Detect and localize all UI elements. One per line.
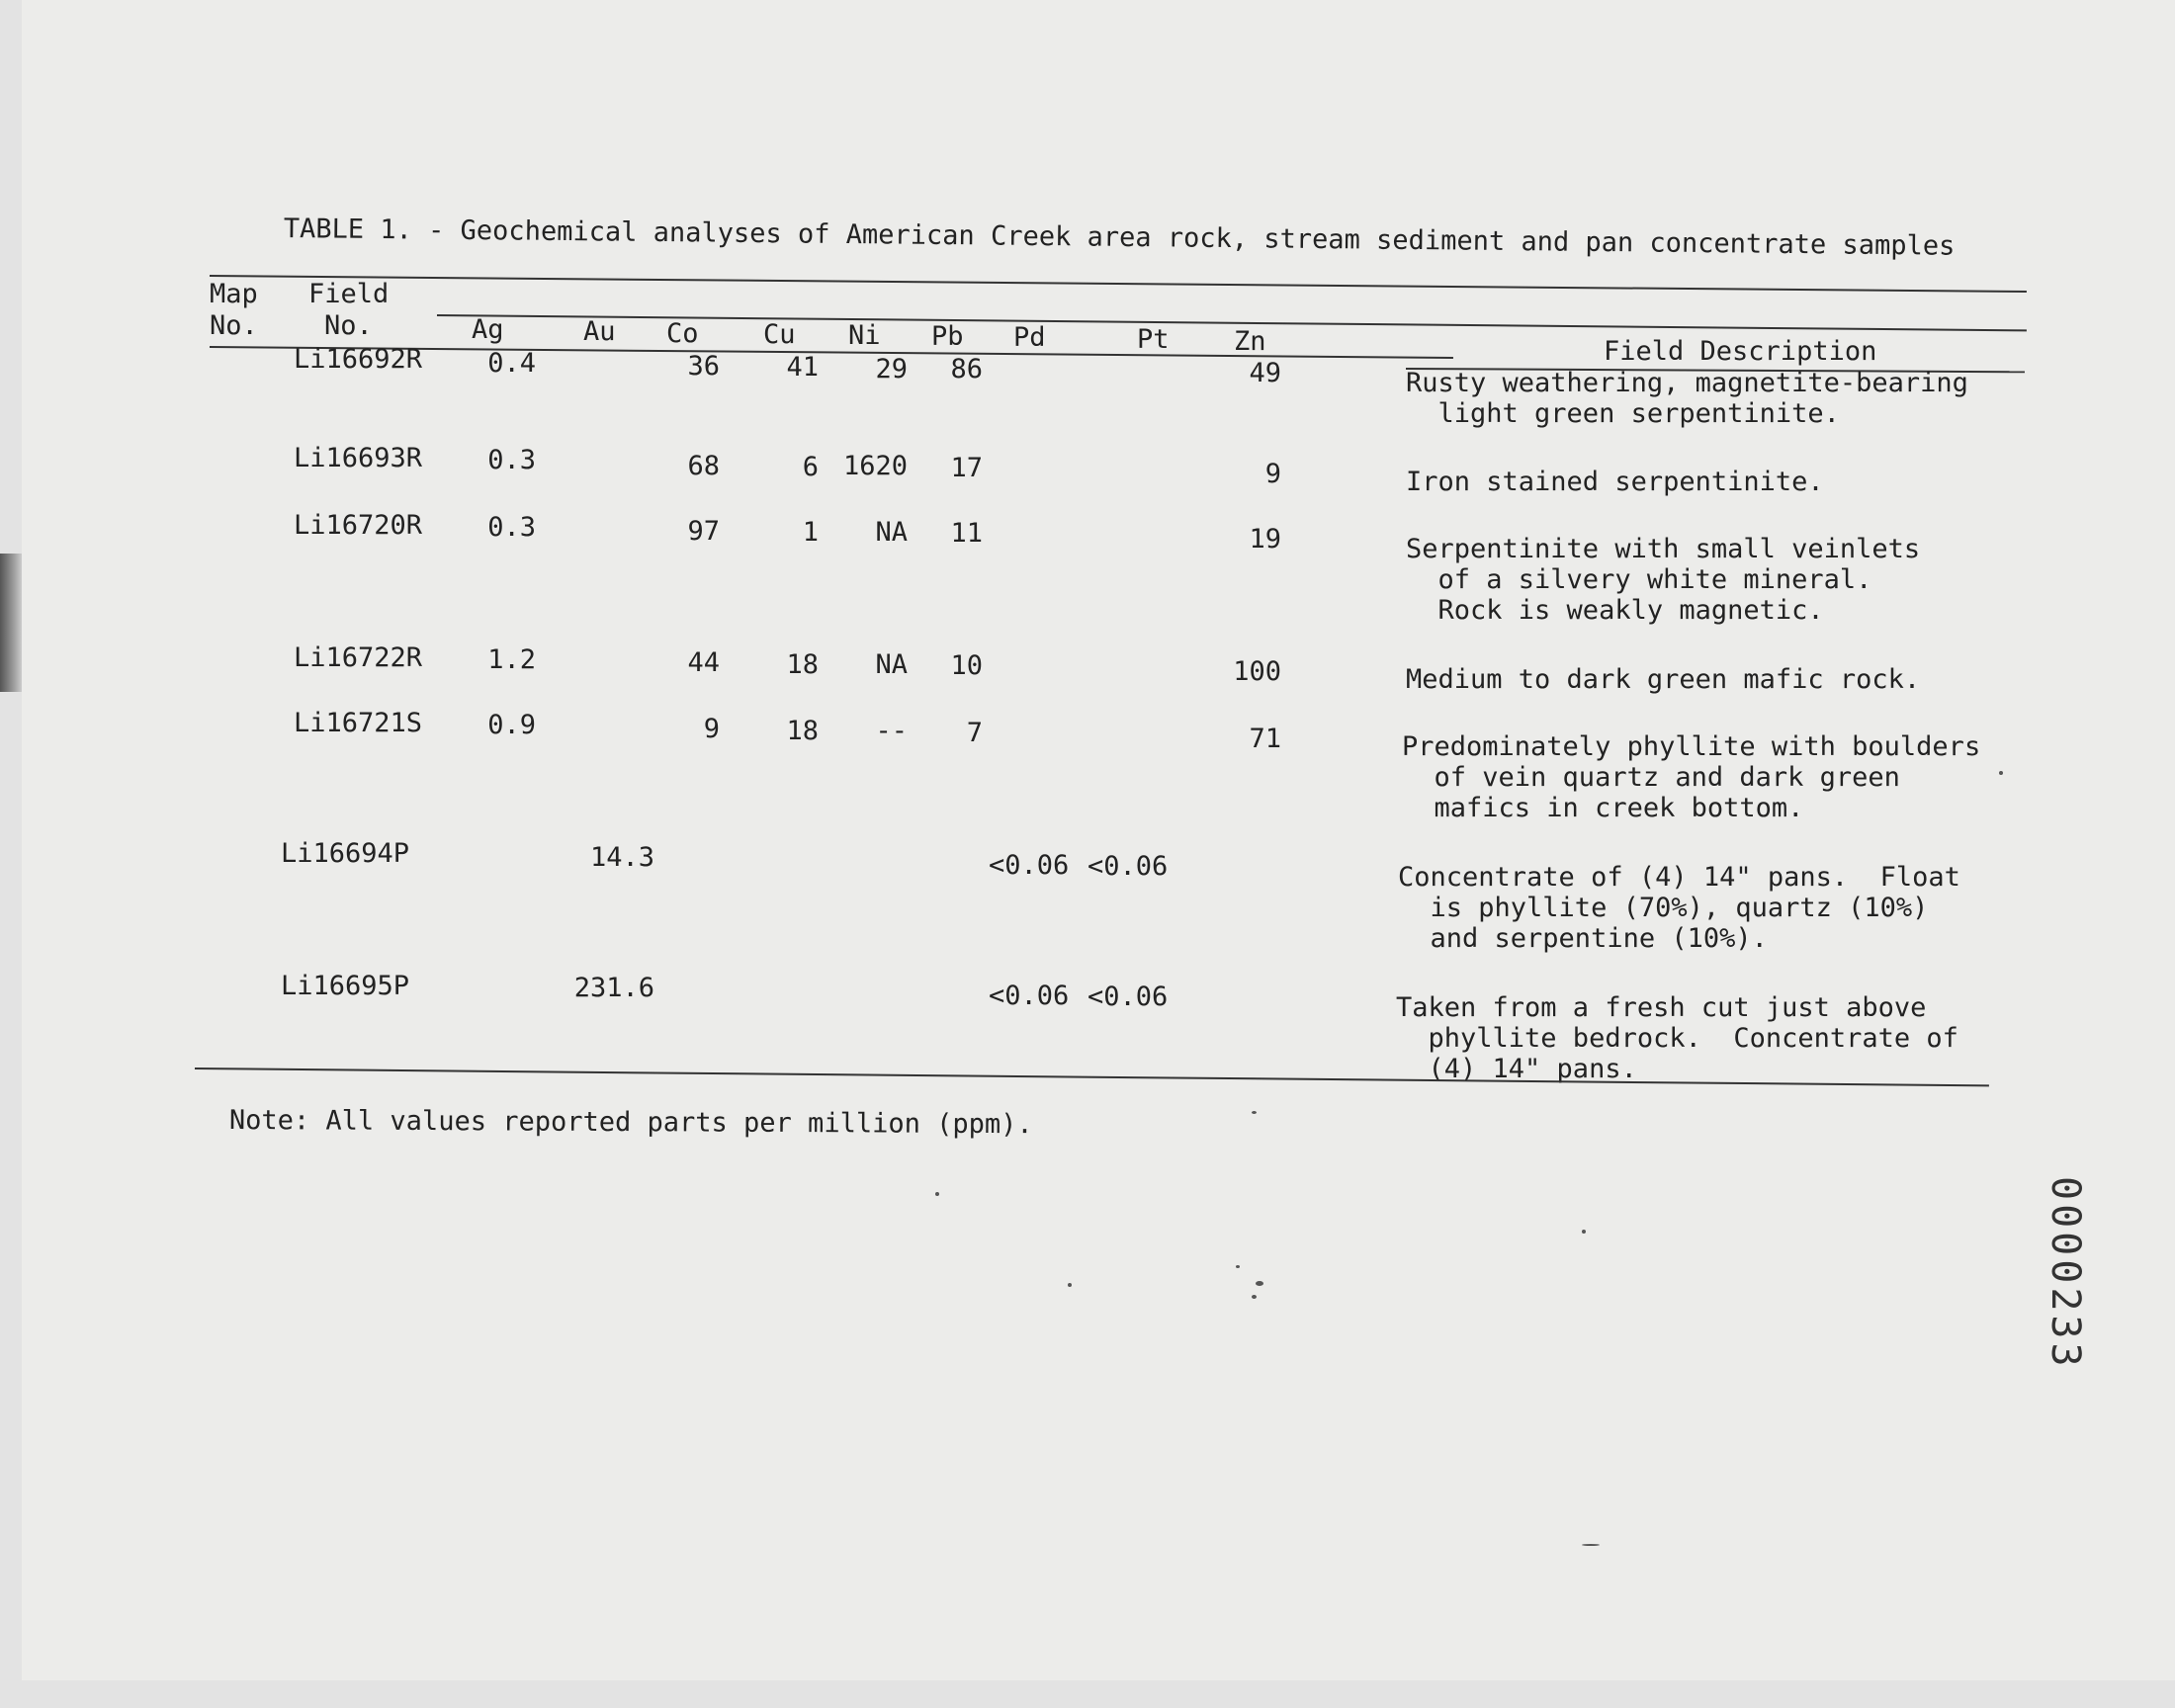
scan-speck [1999, 771, 2003, 775]
cell-co: 36 [687, 351, 720, 382]
cell-pb: 17 [950, 453, 983, 483]
cell-pb: 11 [950, 518, 983, 549]
page-number-stamp: 0000233 [2043, 1176, 2088, 1371]
scan-speck [1252, 1111, 1257, 1114]
scan-speck [1582, 1230, 1586, 1234]
cell-cu: 18 [786, 649, 819, 680]
cell-description: Serpentinite with small veinlets of a silvery white mineral. Rock is weakly magnetic. [1406, 534, 1921, 626]
header-field-no-1: Field [308, 279, 390, 309]
cell-zn: 100 [1233, 656, 1281, 687]
cell-cu: 6 [802, 452, 819, 482]
scan-speck [1582, 1544, 1600, 1546]
cell-pb: 86 [950, 354, 983, 384]
cell-description: Predominately phyllite with boulders of vein quartz and dark green mafics in creek bottom. [1402, 731, 1981, 823]
table-note: Note: All values reported parts per million (ppm). [228, 1105, 1033, 1141]
cell-co: 68 [687, 451, 720, 481]
document-page [22, 0, 2175, 1680]
header-top-rule [210, 275, 2027, 293]
cell-description: Iron stained serpentinite. [1406, 467, 1824, 497]
scan-speck [1236, 1265, 1240, 1268]
cell-ag: 0.3 [487, 512, 536, 543]
cell-ag: 0.9 [487, 710, 536, 740]
header-au: Au [583, 316, 616, 347]
cell-pt: <0.06 [1088, 982, 1169, 1012]
header-field-no-2: No. [324, 310, 373, 341]
scan-speck [1068, 1283, 1072, 1287]
cell-au: 231.6 [573, 973, 654, 1003]
cell-ag: 0.4 [487, 348, 536, 379]
header-pb: Pb [931, 321, 964, 352]
cell-field-no: Li16721S [294, 708, 423, 738]
cell-pd: <0.06 [989, 850, 1070, 881]
cell-description: Taken from a fresh cut just above phyllite bedrock. Concentrate of (4) 14" pans. [1396, 992, 1958, 1084]
cell-field-no: Li16694P [281, 838, 410, 869]
header-pt: Pt [1137, 324, 1170, 355]
cell-field-no: Li16720R [294, 510, 423, 541]
header-map-no-2: No. [210, 310, 258, 341]
cell-zn: 49 [1249, 358, 1281, 388]
header-ni: Ni [848, 320, 881, 351]
scan-speck [1256, 1281, 1263, 1286]
header-ag: Ag [472, 314, 504, 345]
cell-pt: <0.06 [1088, 851, 1169, 882]
cell-co: 44 [687, 647, 720, 678]
cell-cu: 1 [802, 517, 819, 548]
cell-ag: 1.2 [487, 644, 536, 675]
cell-field-no: Li16695P [281, 971, 410, 1001]
cell-ni: -- [875, 716, 908, 746]
header-pd: Pd [1013, 322, 1046, 353]
cell-zn: 71 [1249, 724, 1281, 754]
cell-field-no: Li16693R [294, 443, 423, 473]
header-cu: Cu [763, 319, 796, 350]
cell-cu: 41 [786, 352, 819, 383]
scan-speck [1252, 1295, 1257, 1299]
scan-speck [935, 1192, 939, 1196]
cell-field-no: Li16722R [294, 642, 423, 673]
header-co: Co [666, 318, 699, 349]
cell-description: Rusty weathering, magnetite-bearing light green serpentinite. [1406, 368, 1968, 429]
cell-pb: 7 [966, 718, 983, 748]
cell-ag: 0.3 [487, 445, 536, 475]
cell-pb: 10 [950, 650, 983, 681]
header-zn: Zn [1234, 326, 1266, 357]
cell-au: 14.3 [589, 842, 654, 873]
cell-ni: NA [875, 517, 908, 548]
cell-zn: 19 [1249, 524, 1281, 555]
cell-description: Concentrate of (4) 14" pans. Float is phyllite (70%), quartz (10%) and serpentine (10%). [1398, 862, 1960, 954]
cell-co: 97 [687, 516, 720, 547]
cell-ni: NA [875, 649, 908, 680]
scan-edge-shadow [0, 554, 22, 692]
cell-cu: 18 [786, 716, 819, 746]
header-map-no-1: Map [210, 279, 258, 309]
cell-pd: <0.06 [989, 981, 1070, 1011]
table-title: TABLE 1. - Geochemical analyses of American Creek area rock, stream sediment and pan concentrate samples [283, 214, 1956, 262]
cell-description: Medium to dark green mafic rock. [1406, 664, 1921, 695]
cell-field-no: Li16692R [294, 344, 423, 375]
header-field-description: Field Description [1604, 336, 1877, 367]
cell-ni: 29 [875, 354, 908, 384]
cell-zn: 9 [1264, 459, 1281, 489]
cell-co: 9 [703, 714, 720, 744]
cell-ni: 1620 [842, 451, 908, 481]
